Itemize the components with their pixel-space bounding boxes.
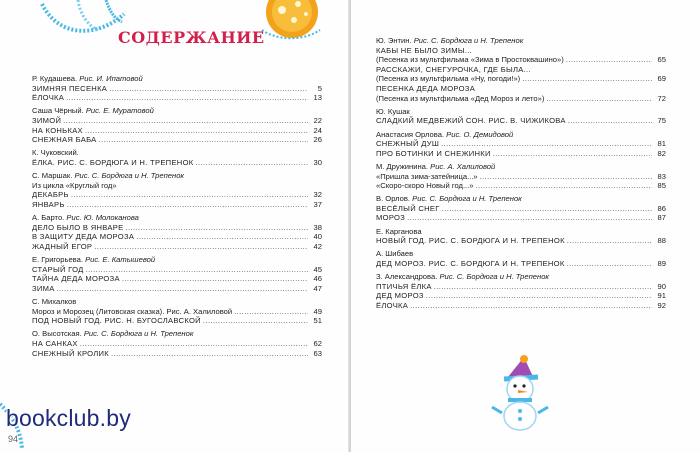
toc-entry: [32, 297, 322, 326]
dot-leader: [109, 84, 308, 94]
work-title: ДЕКАБРЬ: [32, 190, 69, 200]
page-ref: 82: [657, 148, 666, 158]
illustrator-name: С. Бордюга и Н. Трепенок: [91, 171, 185, 181]
author-name: Саша Чёрный.: [32, 106, 84, 116]
page-ref: 46: [313, 274, 322, 284]
page-ref: 30: [313, 157, 322, 167]
dot-leader: [567, 259, 652, 269]
author-line: [376, 272, 666, 282]
toc-line[interactable]: [376, 259, 666, 269]
illustrator-prefix: Рис.: [412, 194, 428, 204]
work-title: ДЕЛО БЫЛО В ЯНВАРЕ: [32, 222, 124, 232]
work-title: ЯНВАРЬ: [32, 199, 65, 209]
dot-leader: [234, 307, 308, 317]
dot-leader: [86, 265, 308, 275]
toc-line[interactable]: [32, 223, 322, 233]
author-name: Анастасия Орлова.: [376, 129, 445, 139]
dot-leader: [71, 190, 308, 200]
work-title: НА САНКАХ: [32, 339, 78, 348]
toc-line[interactable]: [32, 126, 322, 136]
dot-leader: [125, 223, 308, 233]
toc-entry: [32, 213, 322, 251]
illustrator-name: С. Бордюга и Н. Трепенок: [429, 194, 522, 204]
illustrator-prefix: Рис.: [79, 74, 95, 83]
toc-line[interactable]: [32, 84, 322, 94]
toc-entry: [32, 255, 322, 293]
toc-entry: [376, 107, 666, 126]
work-title: СНЕЖНЫЙ КРОЛИК: [32, 348, 110, 358]
work-title: ЗИМОЙ: [32, 115, 62, 125]
toc-entry: [376, 162, 666, 191]
author-name: С. Маршак.: [32, 171, 73, 181]
author-line: [376, 194, 666, 204]
author-line: [32, 297, 322, 307]
page-ref: 83: [657, 171, 666, 181]
toc-line[interactable]: [32, 135, 322, 145]
toc-line[interactable]: [32, 284, 322, 294]
dot-leader: [410, 301, 652, 311]
illustrator-prefix: Рис.: [430, 161, 446, 171]
page-ref: 81: [657, 139, 666, 149]
toc-line[interactable]: [32, 200, 322, 210]
dot-leader: [80, 339, 308, 349]
page-ref: 32: [313, 190, 322, 200]
dot-leader: [111, 349, 308, 359]
illustrator-name: И. Ипатовой: [96, 74, 143, 83]
toc-entry: [376, 130, 666, 159]
toc-line[interactable]: [32, 158, 322, 168]
work-title: (Песенка из мультфильма «Дед Мороз и лето»): [376, 93, 545, 103]
work-title: В ЗАЩИТУ ДЕДА МОРОЗА: [32, 232, 135, 242]
author-name: З. Александрова.: [376, 272, 438, 282]
illustrator-name: С. Бордюга и Н. Трепенок: [456, 272, 550, 282]
toc-line[interactable]: [376, 139, 666, 149]
dot-leader: [57, 284, 308, 294]
work-title: ТАЙНА ДЕДА МОРОЗА: [32, 274, 120, 284]
page-ref: 49: [313, 306, 322, 316]
page-ref: 85: [657, 181, 666, 191]
work-title: Из цикла «Круглый год»: [32, 180, 117, 190]
work-title: ЗИМНЯЯ ПЕСЕНКА: [32, 83, 108, 93]
page-ref: 42: [313, 241, 322, 251]
toc-entry: [32, 148, 322, 167]
dot-leader: [203, 316, 308, 326]
work-title: (Песенка из мультфильма «Ну, погоди!»): [376, 74, 521, 84]
toc-line[interactable]: [376, 291, 666, 301]
toc-line[interactable]: [32, 265, 322, 275]
toc-right-column: [376, 36, 666, 314]
toc-line[interactable]: [376, 282, 666, 292]
work-title: ПРО БОТИНКИ И СНЕЖИНКИ: [376, 148, 491, 158]
author-name: О. Высотская.: [32, 329, 82, 339]
author-line: [32, 106, 322, 116]
dot-leader: [122, 274, 308, 284]
illustrator-name: С. Бордюга и Н. Трепенок: [431, 36, 524, 45]
toc-line[interactable]: [376, 149, 666, 159]
toc-line[interactable]: [32, 181, 322, 191]
dot-leader: [196, 158, 308, 168]
work-title: ПТИЧЬЯ ЁЛКА: [376, 281, 432, 291]
illustrator-prefix: Рис.: [66, 213, 82, 223]
author-name: В. Орлов.: [376, 194, 411, 204]
page-number: 94: [8, 434, 19, 444]
work-title: РАССКАЖИ, СНЕГУРОЧКА, ГДЕ БЫЛА...: [376, 64, 531, 74]
work-title: МОРОЗ: [376, 213, 406, 223]
page-ref: 62: [313, 339, 322, 348]
page-ref: 86: [657, 203, 666, 213]
author-name: Р. Кудашева.: [32, 74, 78, 83]
toc-line[interactable]: [376, 65, 666, 75]
illustrator-name: С. Бордюга и Н. Трепенок: [101, 329, 194, 339]
dot-leader: [568, 116, 652, 126]
work-title: НОВЫЙ ГОД. РИС. С. БОРДЮГА И Н. ТРЕПЕНОК: [376, 236, 565, 246]
page-ref: 38: [313, 222, 322, 232]
dot-leader: [493, 149, 652, 159]
author-line: [32, 213, 322, 223]
author-name: А. Шибаев: [376, 249, 414, 259]
illustrator-prefix: Рис.: [85, 255, 101, 265]
page-ref: 63: [313, 348, 322, 358]
illustrator-prefix: Рис.: [446, 129, 462, 139]
toc-entry: [32, 329, 322, 358]
toc-line[interactable]: [376, 181, 666, 191]
dot-leader: [434, 282, 652, 292]
toc-line[interactable]: [32, 116, 322, 126]
work-title: ЁЛОЧКА: [32, 93, 65, 103]
watermark: bookclub.by: [6, 405, 131, 431]
author-name: С. Михалков: [32, 297, 77, 307]
page-ref: 65: [657, 55, 666, 65]
author-line: [32, 329, 322, 339]
work-title: КАБЫ НЕ БЫЛО ЗИМЫ...: [376, 45, 473, 55]
author-name: К. Чуковский.: [32, 148, 79, 158]
author-name: Ю. Кушак: [376, 106, 410, 116]
dot-leader: [476, 181, 653, 191]
illustrator-prefix: Рис.: [85, 106, 102, 116]
toc-line[interactable]: [376, 301, 666, 311]
work-title: ПЕСЕНКА ДЕДА МОРОЗА: [376, 83, 476, 93]
toc-line[interactable]: [376, 84, 666, 94]
work-title: ЗИМА: [32, 283, 55, 293]
toc-line[interactable]: [32, 242, 322, 252]
work-title: СТАРЫЙ ГОД: [32, 264, 84, 274]
work-title: НА КОНЬКАХ: [32, 125, 83, 135]
toc-line[interactable]: [32, 316, 322, 326]
work-title: ЁЛКА. РИС. С. БОРДЮГА И Н. ТРЕПЕНОК: [32, 157, 194, 167]
author-name: Е. Карганова: [376, 226, 422, 236]
page-title: СОДЕРЖАНИЕ: [118, 28, 265, 47]
page-ref: 87: [657, 213, 666, 223]
work-title: ЁЛОЧКА: [376, 301, 409, 310]
toc-entry: [32, 74, 322, 103]
author-line: [376, 107, 666, 117]
toc-line[interactable]: [32, 190, 322, 200]
work-title: «Пришла зима-затейница...»: [376, 171, 478, 181]
page-ref: 13: [313, 93, 322, 103]
toc-entry: [376, 36, 666, 103]
dot-leader: [94, 242, 308, 252]
author-line: [32, 148, 322, 158]
illustrator-prefix: Рис.: [413, 36, 429, 45]
work-title: ДЕД МОРОЗ: [376, 291, 424, 301]
work-title: ВЕСЁЛЫЙ СНЕГ: [376, 203, 440, 213]
work-title: СНЕЖНЫЙ ДУШ: [376, 139, 440, 149]
page-ref: 92: [657, 301, 666, 310]
page-ref: 45: [313, 264, 322, 274]
illustrator-name: А. Халиловой: [447, 161, 496, 171]
ornament-icon: [258, 0, 328, 44]
work-title: СНЕЖНАЯ БАБА: [32, 135, 97, 145]
page-ref: 5: [317, 83, 322, 93]
work-title: «Скоро-скоро Новый год...»: [376, 181, 474, 191]
toc-line[interactable]: [376, 204, 666, 214]
illustrator-name: Е. Катышевой: [102, 255, 156, 265]
page-ref: 91: [657, 291, 666, 301]
dot-leader: [99, 135, 308, 145]
dot-leader: [441, 139, 652, 149]
toc-line[interactable]: [376, 46, 666, 56]
toc-line[interactable]: [32, 232, 322, 242]
author-name: М. Дружинина.: [376, 161, 428, 171]
author-name: А. Барто.: [32, 213, 65, 223]
toc-line[interactable]: [32, 93, 322, 103]
author-line: [376, 36, 666, 46]
page-ref: 89: [657, 259, 666, 269]
illustrator-prefix: Рис.: [83, 329, 100, 339]
toc-line[interactable]: [376, 236, 666, 246]
toc-line[interactable]: [376, 55, 666, 65]
page-ref: 40: [313, 232, 322, 242]
dot-leader: [566, 55, 652, 65]
toc-line[interactable]: [376, 172, 666, 182]
dot-leader: [136, 232, 308, 242]
author-line: [32, 255, 322, 265]
toc-entry: [376, 227, 666, 246]
page-ref: 75: [657, 116, 666, 126]
author-name: Ю. Энтин.: [376, 36, 412, 45]
author-line: [376, 249, 666, 259]
dot-leader: [442, 204, 652, 214]
dot-leader: [66, 93, 308, 103]
toc-line[interactable]: [32, 349, 322, 359]
page-ref: 90: [657, 281, 666, 291]
toc-entry: [376, 249, 666, 268]
page-ref: 26: [313, 135, 322, 145]
dot-leader: [567, 236, 652, 246]
page-ref: 37: [313, 199, 322, 209]
page-ref: 72: [657, 93, 666, 103]
work-title: ЖАДНЫЙ ЕГОР: [32, 241, 93, 251]
page-ref: 69: [657, 74, 666, 84]
toc-line[interactable]: [32, 307, 322, 317]
dot-leader: [85, 126, 308, 136]
toc-entry: [376, 272, 666, 310]
toc-left-column: [32, 74, 322, 362]
toc-line[interactable]: [376, 74, 666, 84]
page-ref: 24: [313, 125, 322, 135]
toc-entry: [32, 171, 322, 209]
toc-entry: [32, 106, 322, 144]
toc-line[interactable]: [32, 339, 322, 349]
author-line: [32, 171, 322, 181]
illustrator-prefix: Рис.: [439, 272, 455, 282]
toc-line[interactable]: [376, 213, 666, 223]
work-title: ДЕД МОРОЗ. РИС. С. БОРДЮГА И Н. ТРЕПЕНОК: [376, 259, 565, 269]
toc-line[interactable]: [32, 274, 322, 284]
dot-leader: [63, 116, 308, 126]
dot-leader: [480, 172, 652, 182]
work-title: ПОД НОВЫЙ ГОД. РИС. Н. БУГОСЛАВСКОЙ: [32, 316, 201, 326]
snowman-icon: [490, 355, 550, 433]
author-line: [376, 162, 666, 172]
author-line: [32, 74, 322, 84]
dot-leader: [546, 94, 652, 104]
toc-entry: [376, 194, 666, 223]
author-name: Е. Григорьева.: [32, 255, 83, 265]
dot-leader: [426, 291, 652, 301]
work-title: Мороз и Морозец (Литовская сказка). Рис. А. Халиловой: [32, 306, 233, 316]
work-title: (Песенка из мультфильма «Зима в Простоквашино»): [376, 55, 564, 65]
page-ref: 22: [313, 115, 322, 125]
page-ref: 51: [313, 316, 322, 326]
author-line: [376, 227, 666, 237]
dot-leader: [407, 213, 652, 223]
dot-leader: [67, 200, 308, 210]
dot-leader: [522, 74, 652, 84]
author-line: [376, 130, 666, 140]
illustrator-name: Ю. Молоканова: [83, 213, 139, 223]
illustrator-name: О. Демидовой: [463, 129, 514, 139]
illustrator-prefix: Рис.: [74, 171, 90, 181]
work-title: СЛАДКИЙ МЕДВЕЖИЙ СОН. РИС. В. ЧИЖИКОВА: [376, 116, 566, 126]
illustrator-name: Е. Муратовой: [103, 106, 154, 116]
toc-line[interactable]: [376, 94, 666, 104]
page-ref: 88: [657, 236, 666, 246]
page-ref: 47: [313, 283, 322, 293]
toc-line[interactable]: [376, 116, 666, 126]
